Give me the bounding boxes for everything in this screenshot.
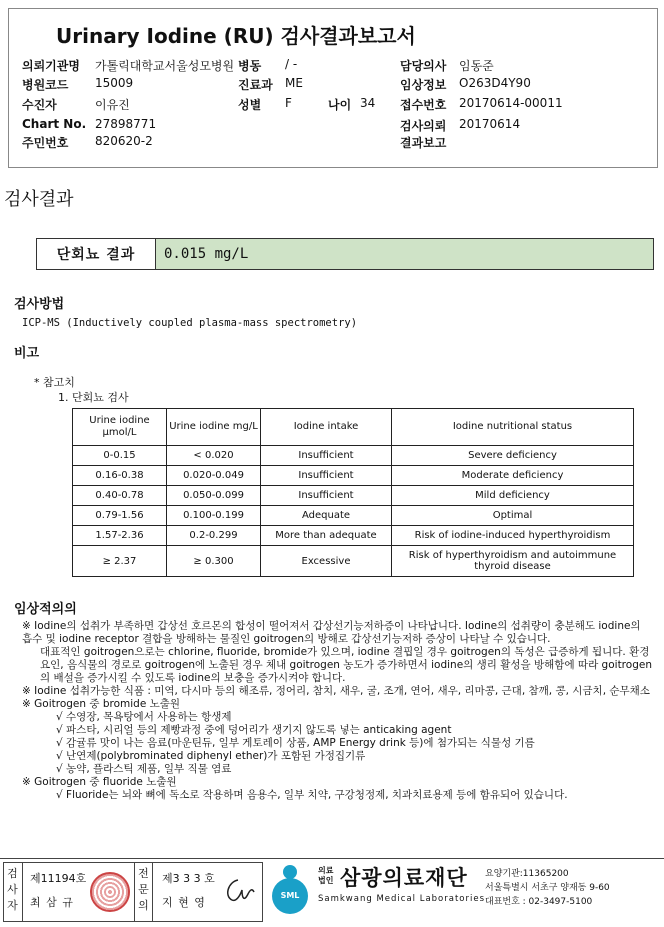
result-box: [36, 238, 654, 270]
sex-value: F: [285, 96, 292, 110]
clinical-paragraph: ※ Iodine 섭취가능한 식품 : 미역, 다시마 등의 해조류, 정어리, 참치, 새우, 굴, 조개, 연어, 새우, 리마콩, 근대, 참깨, 콩, 시금치, 순무채소: [22, 685, 650, 697]
report-title: Urinary Iodine (RU) 검사결과보고서: [56, 24, 416, 48]
dept-value: ME: [285, 76, 303, 90]
specialist-license: 제3 3 3 호: [162, 872, 215, 885]
table-row: [73, 446, 634, 466]
table-row: [73, 526, 634, 546]
ward-label: 병동: [238, 59, 262, 73]
org-address: 서울특별시 서초구 양재동 9-60: [485, 883, 610, 893]
method-title: 검사방법: [14, 297, 65, 312]
table-header: Urine iodine mg/L: [167, 409, 261, 446]
patient-label: 수진자: [22, 98, 57, 112]
request-date-value: 20170614: [459, 117, 521, 131]
clinical-title: 임상적의의: [14, 602, 77, 617]
resident-id-value: 820620-2: [95, 134, 153, 148]
table-cell: ≥ 0.300: [167, 546, 261, 577]
table-cell: Insufficient: [261, 446, 392, 466]
specialist-char: 전: [138, 867, 149, 880]
table-cell: 0.79-1.56: [73, 506, 167, 526]
specialist-char: 의: [138, 899, 149, 912]
patient-value: 이유진: [95, 98, 130, 112]
clinical-info-label: 임상정보: [400, 78, 447, 92]
report-date-label: 결과보고: [400, 136, 447, 150]
org-phone: 대표번호 : 02-3497-5100: [485, 897, 593, 907]
inspector-seal-icon: [90, 872, 130, 912]
specialist-name: 지 현 영: [162, 896, 206, 909]
table-row: [73, 466, 634, 486]
table-cell: 0-0.15: [73, 446, 167, 466]
table-cell: 0.40-0.78: [73, 486, 167, 506]
dept-label: 진료과: [238, 78, 273, 92]
institution-value: 가톨릭대학교서울성모병원: [95, 59, 235, 73]
clinical-info-value: O263D4Y90: [459, 76, 531, 90]
reference-bullet: * 참고치: [34, 376, 75, 389]
list-item: √ 수영장, 목욕탕에서 사용하는 항생제: [56, 711, 232, 723]
signature-icon: [220, 874, 258, 908]
table-cell: ≥ 2.37: [73, 546, 167, 577]
table-cell: 0.2-0.299: [167, 526, 261, 546]
list-item: √ 파스타, 시리얼 등의 제빵과정 중에 덩어리가 생기지 않도록 넣는 anticaking agent: [56, 724, 452, 736]
table-cell: More than adequate: [261, 526, 392, 546]
remarks-title: 비고: [14, 346, 40, 361]
specialist-char: 문: [138, 883, 149, 896]
table-cell: < 0.020: [167, 446, 261, 466]
list-item: √ 감귤류 맛이 나는 음료(마운틴듀, 일부 게토레이 상품, AMP Energy drink 등)에 첨가되는 식물성 기름: [56, 737, 535, 749]
table-cell: Moderate deficiency: [392, 466, 634, 486]
table-row: [73, 506, 634, 526]
receipt-value: 20170614-00011: [459, 96, 563, 110]
table-header: Iodine nutritional status: [392, 409, 634, 446]
table-cell: Mild deficiency: [392, 486, 634, 506]
org-prefix: 의료: [318, 866, 334, 875]
clinical-paragraph: ※ Goitrogen 중 bromide 노출원: [22, 698, 181, 710]
result-label: 단회뇨 결과: [37, 239, 156, 269]
table-cell: 0.050-0.099: [167, 486, 261, 506]
table-header: Urine iodine μmol/L: [73, 409, 167, 446]
table-header: Iodine intake: [261, 409, 392, 446]
hospital-code-label: 병원코드: [22, 78, 69, 92]
list-item: √ Fluoride는 뇌와 뼈에 독소로 작용하며 음용수, 일부 치약, 구강청정제, 치과치료용제 등에 함유되어 있습니다.: [56, 789, 568, 801]
chart-no-label: Chart No.: [22, 117, 87, 131]
ward-value: / -: [285, 57, 298, 71]
chart-no-value: 27898771: [95, 117, 157, 131]
table-cell: Risk of hyperthyroidism and autoimmune thyroid disease: [392, 546, 634, 577]
sml-logo-text: SML: [280, 891, 300, 900]
institution-label: 의뢰기관명: [22, 59, 80, 73]
list-item: √ 난연제(polybrominated diphenyl ether)가 포함된 가정집기류: [56, 750, 366, 762]
clinical-paragraph: ※ Iodine의 섭취가 부족하면 갑상선 호르몬의 합성이 떨어져서 갑상선기능저하증이 나타납니다. Iodine의 섭취량이 충분해도 iodine의 흡수 및 iodine receptor 결합을 방해하는 물질인 goitrogen의 방해로 갑상선기능저하 증상이 나타날 수 있습니다.: [22, 620, 641, 645]
org-name-en: Samkwang Medical Laboratories: [318, 894, 486, 904]
table-cell: 0.020-0.049: [167, 466, 261, 486]
receipt-label: 접수번호: [400, 98, 447, 112]
report-footer: [0, 858, 664, 927]
org-prefix: 법인: [318, 876, 334, 885]
org-code: 요양기관:11365200: [485, 869, 569, 879]
table-cell: Insufficient: [261, 466, 392, 486]
physician-value: 임동준: [459, 59, 494, 73]
table-cell: Excessive: [261, 546, 392, 577]
table-cell: Optimal: [392, 506, 634, 526]
sml-logo-icon: [268, 862, 312, 918]
request-date-label: 검사의뢰: [400, 119, 447, 133]
table-cell: Risk of iodine-induced hyperthyroidism: [392, 526, 634, 546]
resident-id-label: 주민번호: [22, 136, 69, 150]
table-cell: Adequate: [261, 506, 392, 526]
age-label: 나이: [328, 98, 352, 112]
clinical-paragraph: ※ Goitrogen 중 fluoride 노출원: [22, 776, 177, 788]
clinical-notes: [22, 620, 652, 802]
inspector-char: 검: [7, 867, 18, 880]
table-row: [73, 546, 634, 577]
result-section-title: 검사결과: [4, 189, 74, 210]
table-cell: Insufficient: [261, 486, 392, 506]
clinical-paragraph: 대표적인 goitrogen으로는 chlorine, fluoride, bromide가 있으며, iodine 결핍일 경우 goitrogen의 독성은 급증하게 됩니다. 환경요인, 음식물의 경로로 goitrogen에 노출된 경우 체내 goitrogen 농도가 증가하면서 iodine의 생리 활성을 방해함에 따라 goitrogen의 배설을 증가시킬 수 있도록 iodine의 보충을 증가시켜야 합니다.: [40, 646, 652, 684]
inspector-name: 최 삼 규: [30, 896, 74, 909]
inspector-char: 자: [7, 899, 18, 912]
table-cell: Severe deficiency: [392, 446, 634, 466]
method-text: ICP-MS (Inductively coupled plasma-mass spectrometry): [22, 317, 358, 329]
table-row: [73, 486, 634, 506]
org-name: 삼광의료재단: [340, 866, 468, 890]
inspector-char: 사: [7, 883, 18, 896]
table-header-row: [73, 409, 634, 446]
list-item: √ 농약, 플라스틱 제품, 일부 직물 염료: [56, 763, 232, 775]
result-value: 0.015 mg/L: [156, 239, 653, 269]
inspector-license: 제11194호: [30, 872, 87, 885]
hospital-code-value: 15009: [95, 76, 134, 90]
reference-table: [72, 408, 634, 577]
table-cell: 0.16-0.38: [73, 466, 167, 486]
table-cell: 1.57-2.36: [73, 526, 167, 546]
sex-label: 성별: [238, 98, 262, 112]
physician-label: 담당의사: [400, 59, 447, 73]
table-cell: 0.100-0.199: [167, 506, 261, 526]
reference-subtitle: 1. 단회뇨 검사: [58, 391, 129, 404]
age-value: 34: [360, 96, 376, 110]
